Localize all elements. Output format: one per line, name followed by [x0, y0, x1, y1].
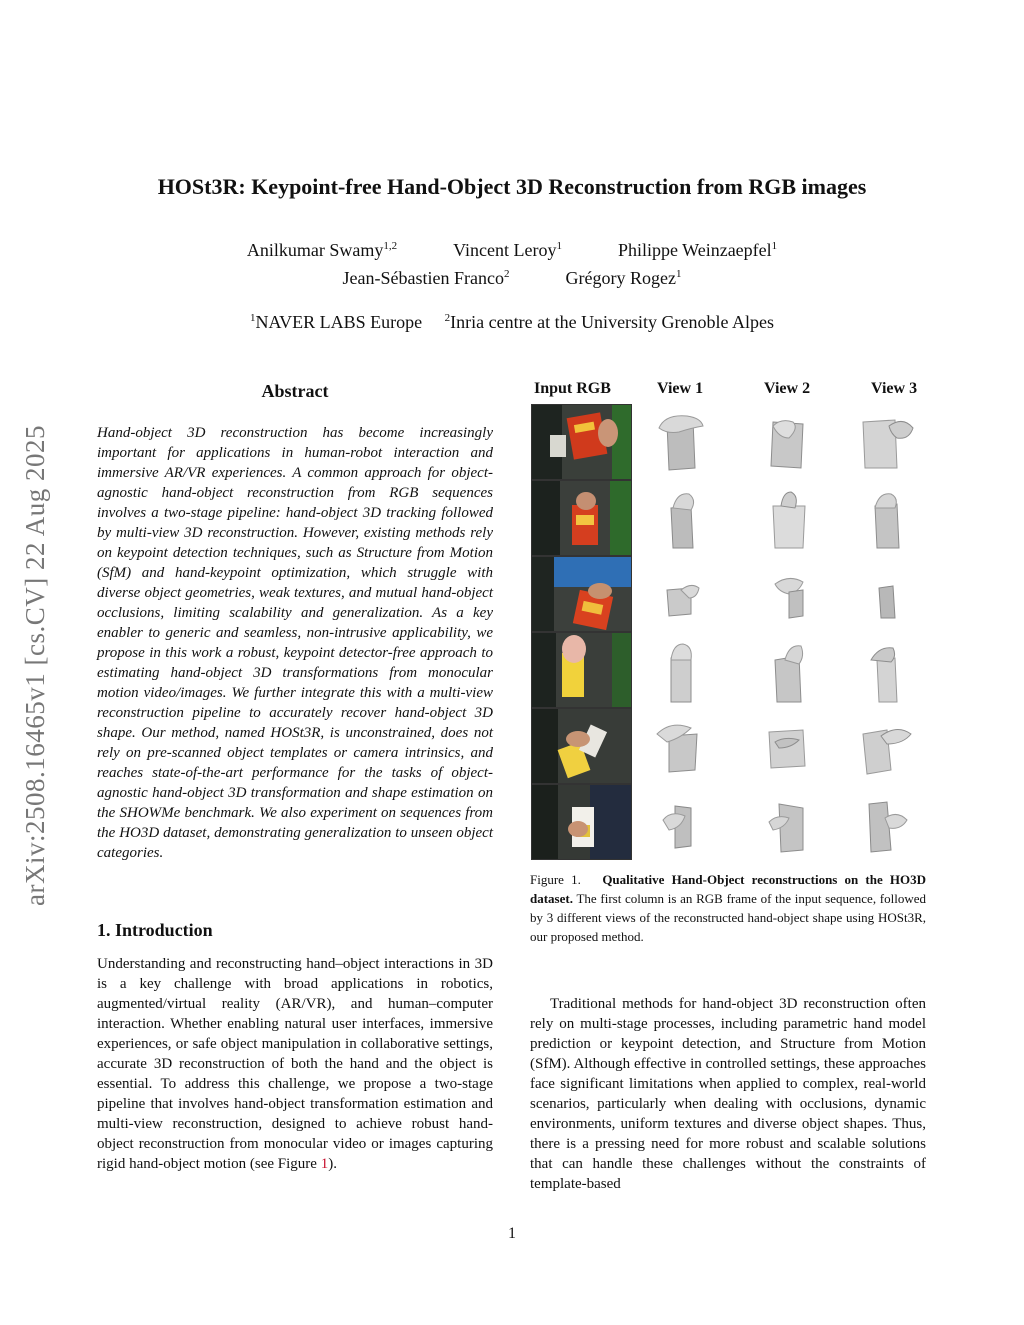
reconstruction-view [857, 408, 917, 474]
arxiv-identifier [12, 370, 58, 960]
reconstruction-view [759, 486, 819, 552]
reconstruction-view [759, 408, 819, 474]
author-row-1 [0, 240, 1024, 261]
arxiv-id-text: arXiv:2508.16465v1 [cs.CV] 22 Aug 2025 [19, 424, 50, 906]
author: Vincent Leroy$^1$ [453, 240, 562, 260]
input-rgb-frame [531, 404, 632, 480]
abstract-heading: Abstract [261, 381, 329, 401]
input-rgb-frame [531, 480, 632, 556]
col-header-view-2: View 2 [764, 380, 811, 397]
reconstruction-view [651, 714, 711, 780]
reconstruction-view [651, 792, 711, 858]
reconstruction-view [759, 640, 819, 706]
input-rgb-frame [531, 556, 632, 632]
paper-title: HOSt3R: Keypoint-free Hand-Object 3D Reconstruction from RGB images [157, 174, 867, 199]
author-row-2 [0, 268, 1024, 289]
col-header-view-3: View 3 [871, 380, 918, 397]
reconstruction-view [759, 564, 819, 630]
author: Jean-Sébastien Franco$^2$ [342, 268, 510, 288]
figure-reference-link[interactable]: 1 [320, 1156, 329, 1172]
input-rgb-frame [531, 632, 632, 708]
col-header-input-rgb: Input RGB [534, 380, 611, 397]
abstract-text: Hand-object 3D reconstruction has become increasingly important for applications in human-robot interaction and immersive AR/VR experiences. A common approach for object-agnostic hand-object reconstruction from RGB sequences involves a two-stage pipeline: hand-object 3D tracking followed by multi-view 3D reconstruction. However, existing methods rely on keypoint detection techniques, such as Structure from Motion (SfM) and hand-keypoint optimization, which struggle with diverse object geometries, weak textures, and mutual hand-object occlusions, limiting scalability and generalization. As a key enabler to generic and seamless, non-intrusive applicability, we propose in this work a robust, keypoint detector-free approach to estimating hand-object 3D transformations from monocular motion video/images. We further integrate this with a multi-view reconstruction pipeline to accurately recover hand-object 3D shape. Our method, named HOSt3R, is unconstrained, does not rely on pre-scanned object templates or camera intrinsics, and reaches state-of-the-art performance for the tasks of object-agnostic hand-object 3D transformation and shape estimation on the SHOWMe benchmark. We also experiment on sequences from the HO3D dataset, demonstrating generalization to unseen object categories. [97, 425, 493, 861]
input-rgb-frame [531, 784, 632, 860]
figure-caption: Figure 1. Qualitative Hand-Object reconstructions on the HO3D dataset. The first column is an RGB frame of the input sequence, followed by 3 different views of the reconstructed hand-object shape using HOSt3R, our proposed method. [530, 872, 926, 944]
col-header-view-1: View 1 [657, 380, 704, 397]
author: Grégory Rogez$^1$ [565, 268, 682, 288]
reconstruction-view [857, 640, 917, 706]
right-column-paragraph: Traditional methods for hand-object 3D reconstruction often rely on multi-stage processes, including parametric hand model prediction or keypoint detection, and Structure from Motion (SfM). Although effective in controlled settings, these approaches face significant limitations when applied to complex, real-world scenarios, particularly when dealing with occlusions, dynamic environments, uniform textures and diverse object shapes. Thus, there is a pressing need for more robust and scalable solutions that can handle these challenges without the constraints of template-based [530, 996, 926, 1192]
author: Philippe Weinzaepfel$^1$ [617, 240, 778, 260]
author: Anilkumar Swamy$^{1,2}$ [246, 240, 398, 260]
reconstruction-view [857, 564, 917, 630]
reconstruction-view [651, 640, 711, 706]
reconstruction-view [651, 564, 711, 630]
reconstruction-view [857, 486, 917, 552]
reconstruction-view [857, 714, 917, 780]
reconstruction-view [651, 486, 711, 552]
introduction-text: Understanding and reconstructing hand–object interactions in 3D is a key challenge with broad applications in robotics, augmented/virtual reality (AR/VR), and human–computer interaction. Whether enabling natural user interfaces, immersive experiences, or safe object manipulation in collaborative settings, accurate 3D reconstruction of both the hand and the object is essential. To address this challenge, we propose a two-stage pipeline that involves hand-object transformation estimation and multi-view reconstruction, designed to achieve robust hand-object reconstruction from monocular video or images capturing rigid hand-object motion (see Figure 1). [97, 956, 493, 1172]
figure-column-headers [530, 380, 930, 402]
reconstruction-view [759, 792, 819, 858]
reconstruction-view [759, 714, 819, 780]
affiliations: $^1$NAVER LABS Europe $^2$Inria centre at the University Grenoble Alpes [249, 312, 775, 332]
reconstruction-view [857, 792, 917, 858]
introduction-heading: 1. Introduction [97, 920, 213, 940]
reconstruction-view [651, 408, 711, 474]
figure-grid [531, 404, 931, 860]
page-number: 1 [508, 1225, 516, 1242]
input-rgb-frame [531, 708, 632, 784]
